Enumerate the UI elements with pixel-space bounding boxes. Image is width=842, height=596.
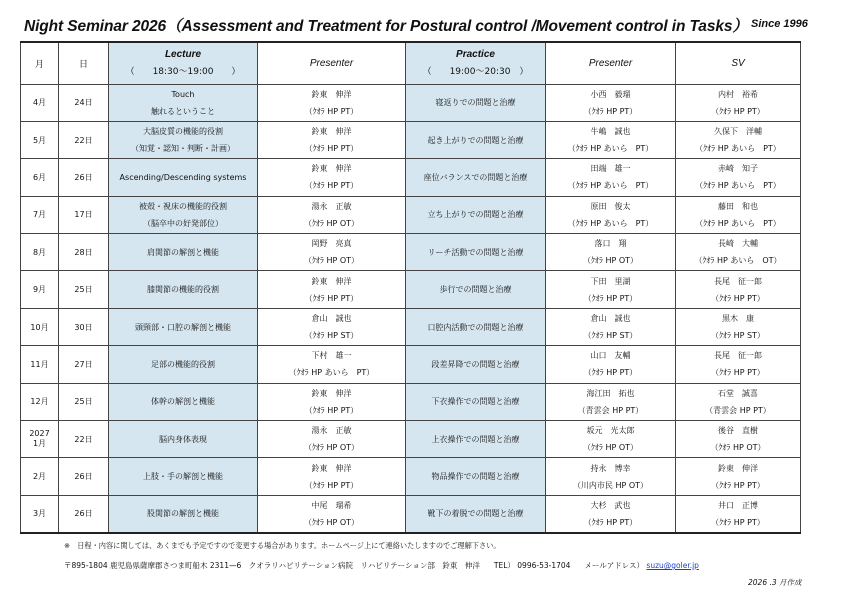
practice-presenter-col: [546, 458, 676, 495]
header-lecture: [109, 42, 258, 84]
presenter-name: 鈴東 伸洋: [311, 276, 352, 286]
practice-topic: 下衣操作での問題と治療: [431, 397, 520, 407]
month-cell: 11月: [30, 359, 49, 369]
sv-name: 鈴東 伸洋: [718, 463, 758, 473]
practice-presenter-name: 下田 里湖: [590, 276, 631, 286]
practice-topic: 口腔内活動での問題と治療: [427, 322, 524, 332]
month-col: [21, 458, 59, 495]
lecture-col: [109, 308, 258, 345]
lecture-topic: 頭頸部・口腔の解剖と機能: [135, 322, 231, 332]
lecture-topic: 脳内身体表現: [159, 434, 207, 444]
practice-presenter-affiliation: （ｸｵﾗ HP ST）: [583, 331, 638, 341]
footer-tel: TEL） 0996-53-1704: [493, 561, 571, 570]
lecture-col: [109, 495, 258, 532]
presenter-name: 鈴東 伸洋: [311, 127, 352, 137]
month-col: [21, 271, 59, 308]
practice-presenter-col: [546, 84, 676, 121]
practice-col: [406, 421, 546, 458]
lecture-col: [109, 271, 258, 308]
footer-email-link[interactable]: suzu@goler.jp: [646, 561, 699, 570]
practice-presenter-name: 山口 友輔: [590, 351, 631, 361]
day-col: [59, 308, 109, 345]
practice-topic: 起き上がりでの問題と治療: [427, 135, 524, 145]
month-cell: 5月: [32, 135, 47, 145]
practice-presenter-name: 坂元 光太郎: [586, 426, 635, 436]
sv-col: [676, 271, 801, 308]
lecture-topic: Ascending/Descending systems: [119, 172, 247, 182]
day-col: [59, 271, 109, 308]
sv-affiliation: （ｸｵﾗ HP PT）: [711, 517, 765, 527]
sv-name: 後谷 直樹: [718, 426, 758, 436]
practice-presenter-name: 牛嶋 誠也: [590, 127, 631, 137]
presenter-name: 倉山 誠也: [311, 314, 352, 324]
practice-col: [406, 271, 546, 308]
practice-presenter-col: [546, 421, 676, 458]
practice-col: [406, 196, 546, 233]
sv-affiliation: （ｸｵﾗ HP あいら PT）: [695, 218, 781, 228]
practice-presenter-affiliation: （ｸｵﾗ HP あいら PT）: [567, 144, 654, 154]
practice-presenter-name: 持永 博幸: [590, 463, 631, 473]
sv-affiliation: （ｸｵﾗ HP PT）: [711, 368, 765, 378]
sv-col: [676, 234, 801, 271]
sv-name: 石堂 誠喜: [718, 388, 758, 398]
practice-presenter-affiliation: （ｸｵﾗ HP OT）: [582, 256, 639, 266]
presenter-affiliation: （ｸｵﾗ HP あいら PT）: [288, 368, 375, 378]
table-row: [21, 84, 801, 121]
presenter-col: [258, 495, 406, 532]
day-cell: 26日: [74, 172, 93, 182]
presenter-col: [258, 421, 406, 458]
practice-presenter-name: 原田 俊太: [590, 201, 631, 211]
day-col: [59, 121, 109, 158]
month-col: [21, 196, 59, 233]
footer-address: [64, 560, 699, 571]
practice-presenter-affiliation: （川内市民 HP OT）: [572, 480, 649, 490]
lecture-topic: 足部の機能的役割: [151, 359, 215, 369]
practice-col: [406, 346, 546, 383]
sv-name: 赤崎 知子: [718, 164, 758, 174]
practice-presenter-affiliation: （ｸｵﾗ HP PT）: [583, 368, 638, 378]
table-row: [21, 121, 801, 158]
page-title: Night Seminar 2026（Assessment and Treatment for Postural control /Movement control in Tasks）: [24, 18, 748, 35]
day-cell: 22日: [74, 434, 93, 444]
practice-col: [406, 234, 546, 271]
practice-presenter-affiliation: （ｸｵﾗ HP PT）: [583, 293, 638, 303]
presenter-affiliation: （ｸｵﾗ HP PT）: [304, 144, 359, 154]
day-cell: 25日: [74, 285, 93, 295]
sv-col: [676, 495, 801, 532]
lecture-topic-sub: 触れるということ: [151, 106, 215, 116]
table-row: [21, 271, 801, 308]
presenter-name: 鈴東 伸洋: [311, 463, 352, 473]
practice-presenter-name: 倉山 誠也: [590, 314, 631, 324]
sv-affiliation: （ｸｵﾗ HP ST）: [711, 331, 765, 341]
practice-presenter-col: [546, 308, 676, 345]
header-month: 月: [21, 42, 59, 84]
lecture-col: [109, 421, 258, 458]
practice-presenter-affiliation: （ｸｵﾗ HP あいら PT）: [567, 218, 654, 228]
sv-name: 黒木 康: [722, 314, 754, 324]
table-row: [21, 346, 801, 383]
presenter-col: [258, 196, 406, 233]
presenter-col: [258, 346, 406, 383]
presenter-affiliation: （ｸｵﾗ HP PT）: [304, 405, 359, 415]
practice-topic: 立ち上がりでの問題と治療: [427, 210, 524, 220]
lecture-topic: 股関節の解剖と機能: [147, 509, 219, 519]
practice-presenter-name: 落口 翔: [594, 239, 627, 249]
header-lecture-time: （ 18:30～19:00 ）: [125, 67, 241, 78]
table-row: [21, 383, 801, 420]
table-row: [21, 159, 801, 196]
practice-col: [406, 308, 546, 345]
presenter-col: [258, 234, 406, 271]
sv-affiliation: （ｸｵﾗ HP PT）: [711, 480, 765, 490]
presenter-col: [258, 271, 406, 308]
practice-col: [406, 383, 546, 420]
table-header-row: [21, 42, 801, 84]
presenter-name: 鈴東 伸洋: [311, 89, 352, 99]
month-cell: 10月: [30, 322, 49, 332]
presenter-affiliation: （ｸｵﾗ HP PT）: [304, 106, 359, 116]
practice-topic: リーチ活動での問題と治療: [427, 247, 524, 257]
lecture-col: [109, 383, 258, 420]
header-practice-label: Practice: [456, 49, 495, 61]
sv-name: 長尾 征一郎: [714, 351, 762, 361]
presenter-name: 鈴東 伸洋: [311, 388, 352, 398]
day-col: [59, 458, 109, 495]
day-col: [59, 346, 109, 383]
schedule-body: [21, 84, 801, 533]
presenter-affiliation: （ｸｵﾗ HP OT）: [303, 517, 360, 527]
day-col: [59, 421, 109, 458]
header-presenter: Presenter: [258, 42, 406, 84]
sv-name: 内村 裕希: [718, 89, 758, 99]
day-cell: 28日: [74, 247, 93, 257]
day-cell: 30日: [74, 322, 93, 332]
presenter-name: 下村 雄一: [311, 351, 352, 361]
table-row: [21, 234, 801, 271]
month-cell: 2月: [32, 472, 47, 482]
footer-mail-label: メールアドレス）: [584, 561, 645, 570]
month-col: [21, 84, 59, 121]
practice-presenter-col: [546, 383, 676, 420]
sv-affiliation: （ｸｵﾗ HP あいら OT）: [694, 256, 782, 266]
practice-topic: 段差昇降での問題と治療: [431, 359, 520, 369]
sv-col: [676, 121, 801, 158]
lecture-topic: 上肢・手の解剖と機能: [143, 472, 223, 482]
header-presenter-2: Presenter: [546, 42, 676, 84]
practice-presenter-name: 大杉 武也: [590, 500, 631, 510]
sv-affiliation: （ｸｵﾗ HP PT）: [711, 106, 765, 116]
day-col: [59, 234, 109, 271]
day-cell: 27日: [74, 359, 93, 369]
month-cell: 7月: [32, 210, 47, 220]
day-col: [59, 159, 109, 196]
sv-col: [676, 346, 801, 383]
day-cell: 17日: [74, 210, 93, 220]
lecture-topic: 被殻・視床の機能的役割: [139, 201, 227, 211]
practice-topic: 物品操作での問題と治療: [431, 472, 520, 482]
created-date: 2026 .3 月作成: [748, 578, 802, 587]
table-row: [21, 421, 801, 458]
day-cell: 26日: [74, 509, 93, 519]
lecture-topic: 膝関節の機能的役割: [147, 285, 219, 295]
lecture-topic: Touch: [171, 89, 195, 99]
practice-presenter-affiliation: （青雲会 HP PT）: [577, 405, 644, 415]
presenter-affiliation: （ｸｵﾗ HP ST）: [304, 331, 359, 341]
since-label: Since 1996: [751, 18, 808, 30]
presenter-affiliation: （ｸｵﾗ HP OT）: [303, 256, 360, 266]
practice-presenter-col: [546, 121, 676, 158]
table-row: [21, 458, 801, 495]
sv-col: [676, 458, 801, 495]
month-cell: 2027: [29, 429, 50, 439]
practice-col: [406, 495, 546, 532]
day-cell: 26日: [74, 472, 93, 482]
sv-affiliation: （ｸｵﾗ HP PT）: [711, 293, 765, 303]
sv-col: [676, 159, 801, 196]
header-lecture-label: Lecture: [164, 49, 202, 61]
practice-presenter-col: [546, 234, 676, 271]
header-day: 日: [59, 42, 109, 84]
lecture-col: [109, 84, 258, 121]
sv-name: 井口 正博: [718, 500, 758, 510]
sv-col: [676, 84, 801, 121]
table-row: [21, 495, 801, 532]
lecture-topic-sub: （脳卒中の好発部位）: [143, 218, 223, 228]
practice-presenter-affiliation: （ｸｵﾗ HP あいら PT）: [567, 181, 654, 191]
month-col: [21, 159, 59, 196]
sv-name: 藤田 和也: [718, 201, 758, 211]
sv-affiliation: （ｸｵﾗ HP あいら PT）: [695, 144, 781, 154]
presenter-name: 鈴東 伸洋: [311, 164, 352, 174]
lecture-topic-sub: （知覚・認知・判断・計画）: [131, 144, 235, 154]
practice-presenter-name: 海江田 拓也: [586, 388, 635, 398]
practice-presenter-col: [546, 271, 676, 308]
sv-col: [676, 308, 801, 345]
month-col: [21, 234, 59, 271]
month-col: [21, 495, 59, 532]
lecture-col: [109, 196, 258, 233]
practice-presenter-affiliation: （ｸｵﾗ HP PT）: [583, 517, 638, 527]
presenter-col: [258, 159, 406, 196]
seminar-schedule-table: [20, 41, 801, 534]
presenter-col: [258, 121, 406, 158]
practice-presenter-name: 田端 雄一: [590, 164, 631, 174]
practice-topic: 寝返りでの問題と治療: [435, 98, 516, 108]
lecture-topic: 体幹の解剖と機能: [151, 397, 215, 407]
practice-col: [406, 458, 546, 495]
lecture-col: [109, 458, 258, 495]
practice-col: [406, 84, 546, 121]
practice-presenter-col: [546, 346, 676, 383]
practice-topic: 座位バランスでの問題と治療: [423, 172, 528, 182]
presenter-affiliation: （ｸｵﾗ HP PT）: [304, 480, 359, 490]
month-cell: 12月: [30, 397, 49, 407]
sv-name: 長崎 大輔: [718, 239, 758, 249]
month-cell: 4月: [32, 98, 47, 108]
table-row: [21, 196, 801, 233]
sv-name: 長尾 征一郎: [714, 276, 762, 286]
sv-col: [676, 196, 801, 233]
sv-affiliation: （ｸｵﾗ HP あいら PT）: [695, 181, 781, 191]
presenter-affiliation: （ｸｵﾗ HP OT）: [303, 443, 360, 453]
day-col: [59, 196, 109, 233]
header-practice: [406, 42, 546, 84]
header-practice-time: （ 19:00～20:30 ）: [422, 67, 529, 78]
presenter-affiliation: （ｸｵﾗ HP PT）: [304, 181, 359, 191]
footer-address-text: 〒895-1804 鹿児島県薩摩郡さつま町船木 2311—6 クオラリハビリテーション病院 リハビリテーション部 鈴東 伸洋: [64, 561, 480, 570]
presenter-col: [258, 383, 406, 420]
lecture-col: [109, 159, 258, 196]
practice-topic: 歩行での問題と治療: [439, 285, 512, 295]
month-cell: 8月: [32, 247, 47, 257]
sv-col: [676, 421, 801, 458]
day-cell: 25日: [74, 397, 93, 407]
month-col: [21, 346, 59, 383]
presenter-col: [258, 308, 406, 345]
presenter-name: 湯永 正敏: [311, 201, 352, 211]
month-col: [21, 308, 59, 345]
lecture-topic: 大脳皮質の機能的役割: [143, 127, 223, 137]
day-cell: 24日: [74, 98, 93, 108]
practice-presenter-name: 小西 毅瑠: [590, 89, 631, 99]
practice-presenter-affiliation: （ｸｵﾗ HP OT）: [582, 443, 639, 453]
day-col: [59, 383, 109, 420]
practice-topic: 靴下の着脱での問題と治療: [427, 509, 524, 519]
month-col: [21, 121, 59, 158]
presenter-col: [258, 458, 406, 495]
practice-presenter-col: [546, 495, 676, 532]
month-cell: 9月: [32, 285, 47, 295]
header-sv: SV: [676, 42, 801, 84]
month-cell-sub: 1月: [32, 439, 47, 449]
month-cell: 3月: [32, 509, 47, 519]
sv-affiliation: （ｸｵﾗ HP OT）: [710, 443, 766, 453]
month-cell: 6月: [32, 172, 47, 182]
day-col: [59, 84, 109, 121]
schedule-note: ※ 日程・内容に関しては、あくまでも予定ですので変更する場合があります。ホームページ上にて連絡いたしますのでご理解下さい。: [64, 541, 501, 550]
sv-col: [676, 383, 801, 420]
lecture-topic: 肩関節の解剖と機能: [147, 247, 219, 257]
practice-presenter-col: [546, 159, 676, 196]
practice-col: [406, 159, 546, 196]
practice-presenter-affiliation: （ｸｵﾗ HP PT）: [583, 106, 638, 116]
sv-name: 久保下 洋輔: [714, 127, 762, 137]
presenter-affiliation: （ｸｵﾗ HP OT）: [303, 218, 360, 228]
lecture-col: [109, 121, 258, 158]
practice-topic: 上衣操作での問題と治療: [431, 434, 520, 444]
month-col: [21, 383, 59, 420]
presenter-col: [258, 84, 406, 121]
presenter-affiliation: （ｸｵﾗ HP PT）: [304, 293, 359, 303]
lecture-col: [109, 234, 258, 271]
month-col: [21, 421, 59, 458]
table-row: [21, 308, 801, 345]
sv-affiliation: （青雲会 HP PT）: [705, 405, 771, 415]
lecture-col: [109, 346, 258, 383]
day-col: [59, 495, 109, 532]
presenter-name: 岡野 亮真: [311, 239, 352, 249]
presenter-name: 湯永 正敏: [311, 426, 352, 436]
day-cell: 22日: [74, 135, 93, 145]
practice-presenter-col: [546, 196, 676, 233]
presenter-name: 中尾 瑠希: [311, 500, 352, 510]
practice-col: [406, 121, 546, 158]
